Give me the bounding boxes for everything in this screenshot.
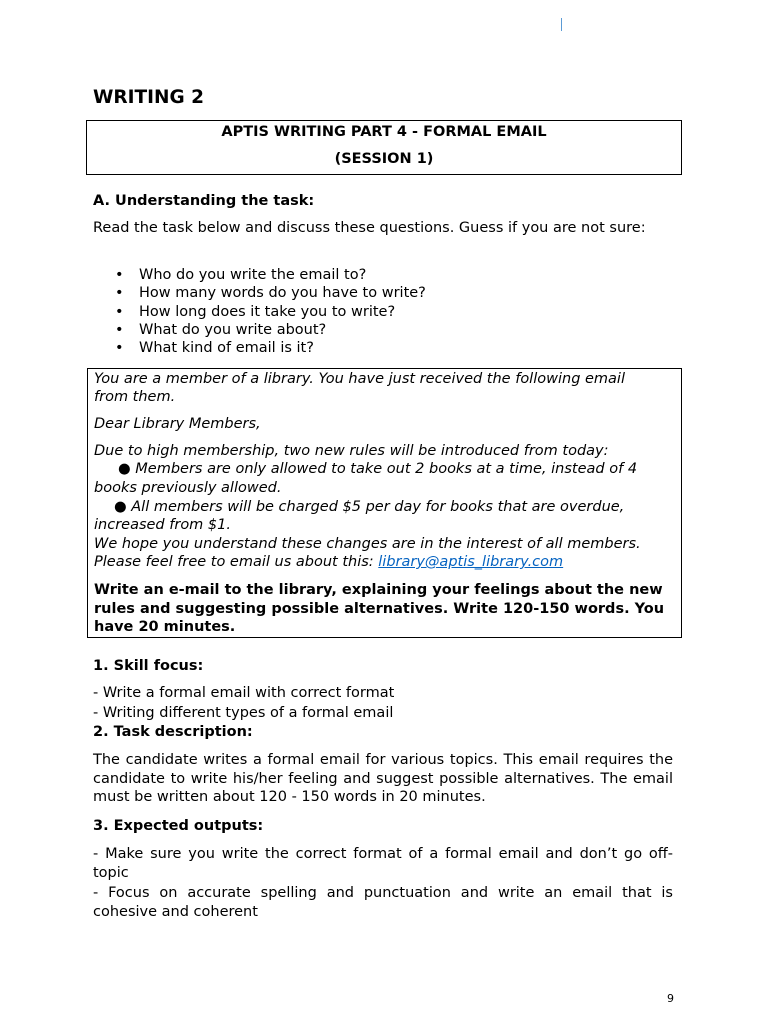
bullet-icon: • (115, 285, 124, 302)
rule-1-line-1: ● Members are only allowed to take out 2 books at a time, instead of 4 (118, 461, 638, 477)
skill-focus-item-2: - Writing different types of a formal email (93, 705, 394, 721)
page-number: 9 (667, 992, 674, 1005)
skill-focus-heading: 1. Skill focus: (93, 658, 204, 674)
bullet-icon: • (115, 340, 124, 357)
section-a-intro: Read the task below and discuss these questions. Guess if you are not sure: (93, 220, 646, 236)
rule-2-line-1: ● All members will be charged $5 per day for books that are overdue, (114, 499, 625, 515)
list-item: • What kind of email is it? (115, 340, 314, 357)
list-item: • What do you write about? (115, 321, 327, 338)
bullet-icon: • (115, 321, 124, 338)
bullet-icon: • (115, 267, 124, 283)
list-item: • How long does it take you to write? (115, 303, 396, 320)
rule-2-line-2: increased from $1. (94, 517, 231, 533)
email-greeting: Dear Library Members, (94, 416, 261, 432)
closing-line-2: Please feel free to email us about this: library@aptis_library.com (94, 554, 564, 570)
title-box (86, 120, 682, 175)
task-intro-line-1: You are a member of a library. You have just received the following email (94, 371, 625, 387)
page-heading: WRITING 2 (93, 87, 205, 108)
bullet-icon: ● (114, 499, 127, 515)
text-cursor-mark (561, 18, 562, 31)
question-list (93, 266, 673, 357)
expected-output-item-2: - Focus on accurate spelling and punctuation and write an email that is cohesive and coherent (93, 885, 673, 920)
expected-outputs-heading: 3. Expected outputs: (93, 818, 264, 834)
section-a-heading: A. Understanding the task: (93, 193, 315, 209)
task-box (87, 368, 682, 638)
closing-line-1: We hope you understand these changes are in the interest of all members. (94, 536, 641, 552)
library-email-link[interactable]: library@aptis_library.com (378, 554, 564, 570)
title-line-2: (SESSION 1) (334, 151, 434, 167)
task-instruction: Write an e-mail to the library, explaining your feelings about the new rules and suggesting possible alternatives. Write 120-150 words. You have 20 minutes. (94, 582, 665, 635)
title-line-1: APTIS WRITING PART 4 - FORMAL EMAIL (221, 124, 547, 140)
task-description-heading: 2. Task description: (93, 724, 253, 740)
bullet-icon: ● (118, 461, 131, 477)
task-intro-line-2: from them. (94, 389, 176, 405)
skill-focus-item-1: - Write a formal email with correct format (93, 685, 395, 701)
list-item: • Who do you write the email to? (115, 267, 367, 283)
bullet-icon: • (115, 303, 124, 320)
rules-intro: Due to high membership, two new rules will be introduced from today: (94, 443, 609, 459)
task-description-text: The candidate writes a formal email for various topics. This email requires the candidate to write his/her feeling and suggest possible alternatives. The email must be written about 120 - 150 words in 20 minutes. (93, 752, 673, 805)
list-item: • How many words do you have to write? (115, 285, 426, 302)
expected-output-item-1: - Make sure you write the correct format of a formal email and don’t go off-topic (93, 846, 673, 881)
rule-1-line-2: books previously allowed. (94, 480, 282, 496)
